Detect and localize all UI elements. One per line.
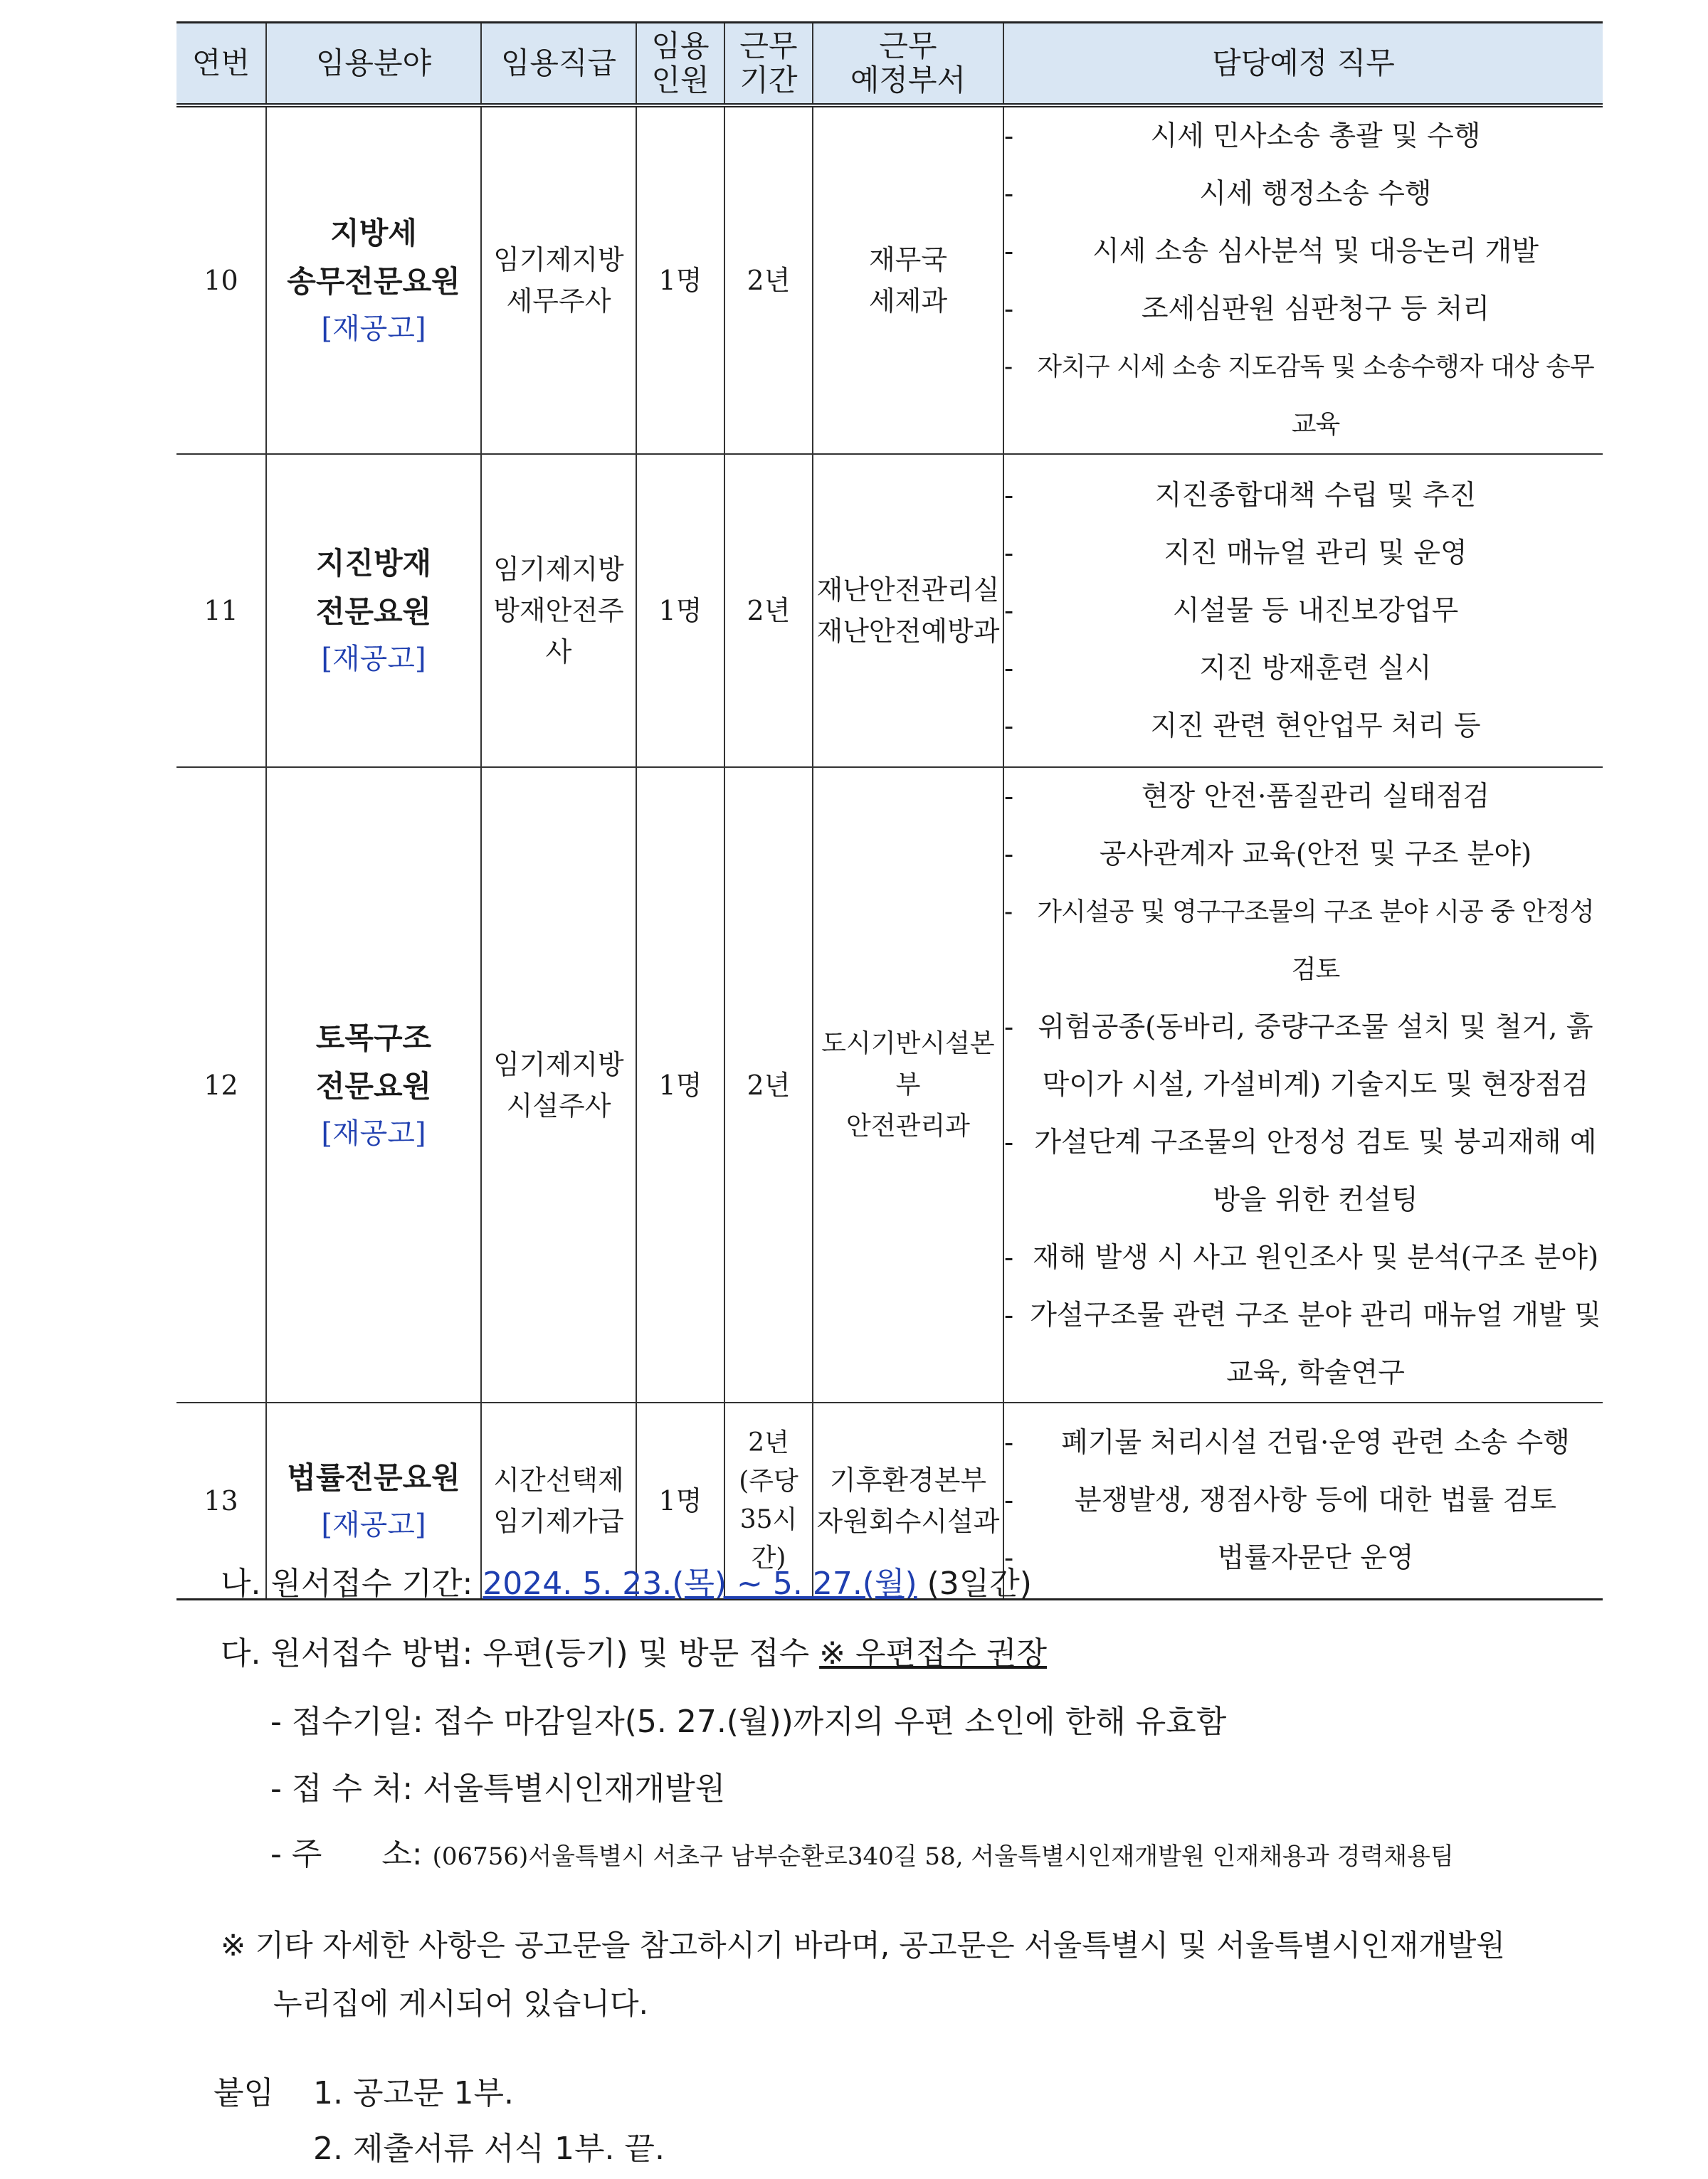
cell-dept: 재난안전관리실 재난안전예방과 xyxy=(813,454,1003,767)
table-row xyxy=(176,767,1603,1403)
etc-note-line2: 누리집에 게시되어 있습니다. xyxy=(273,1986,648,2021)
duty-item: - 가시설공 및 영구구조물의 구조 분야 시공 중 안정성 검토 xyxy=(1004,883,1603,998)
duty-item: - 지진 매뉴얼 관리 및 운영 xyxy=(1004,524,1603,582)
duty-item: - 지진종합대책 수립 및 추진 xyxy=(1004,467,1603,524)
address-label: - 주 소: xyxy=(270,1836,433,1872)
repost-badge: [재공고] xyxy=(321,1508,426,1541)
application-method xyxy=(221,1632,1047,1675)
repost-badge: [재공고] xyxy=(321,643,426,675)
header-duties: 담당예정 직무 xyxy=(1003,23,1603,106)
cell-duties xyxy=(1003,454,1603,767)
recruitment-table xyxy=(176,21,1603,1600)
duty-item: - 시세 민사소송 총괄 및 수행 xyxy=(1004,107,1603,165)
header-field: 임용분야 xyxy=(266,23,481,106)
cell-grade: 임기제지방 시설주사 xyxy=(481,767,636,1403)
cell-no: 12 xyxy=(176,767,266,1403)
duty-item: - 현장 안전·품질관리 실태점검 xyxy=(1004,768,1603,825)
address-line xyxy=(270,1833,1454,1878)
header-period: 근무 기간 xyxy=(724,23,813,106)
place-line: - 접 수 처: 서울특별시인재개발원 xyxy=(270,1771,726,1807)
cell-field xyxy=(266,105,481,454)
cell-grade: 임기제지방 방재안전주사 xyxy=(481,454,636,767)
period-value: 2024. 5. 23.(목) ~ 5. 27.(월) xyxy=(483,1566,917,1602)
deadline-line: - 접수기일: 접수 마감일자(5. 27.(월))까지의 우편 소인에 한해 유효함 xyxy=(270,1704,1227,1740)
field-name: 지진방재 전문요원 xyxy=(315,546,432,629)
header-grade: 임용직급 xyxy=(481,23,636,106)
duty-item: - 조세심판원 심판청구 등 처리 xyxy=(1004,280,1603,338)
duty-item: - 시설물 등 내진보강업무 xyxy=(1004,582,1603,640)
period-suffix: (3일간) xyxy=(917,1566,1032,1602)
duty-item: - 재해 발생 시 사고 원인조사 및 분석(구조 분야) xyxy=(1004,1229,1603,1287)
cell-field xyxy=(266,1403,481,1599)
duty-item: - 위험공종(동바리, 중량구조물 설치 및 철거, 흙막이가 시설, 가설비계) 기술지도 및 현장점검 xyxy=(1004,998,1603,1114)
cell-field xyxy=(266,767,481,1403)
cell-count: 1명 xyxy=(636,105,724,454)
cell-field xyxy=(266,454,481,767)
duty-item: - 폐기물 처리시설 건립·운영 관련 소송 수행 xyxy=(1004,1414,1603,1472)
cell-no: 11 xyxy=(176,454,266,767)
duty-item: - 자치구 시세 소송 지도감독 및 소송수행자 대상 송무교육 xyxy=(1004,338,1603,453)
table-row xyxy=(176,454,1603,767)
period-label: 나. 원서접수 기간: xyxy=(221,1566,483,1602)
cell-period: 2년 (주당 35시간) xyxy=(724,1403,813,1599)
field-name: 토목구조 전문요원 xyxy=(315,1020,432,1104)
duty-item: - 법률자문단 운영 xyxy=(1004,1529,1603,1587)
duty-item: - 분쟁발생, 쟁점사항 등에 대한 법률 검토 xyxy=(1004,1472,1603,1529)
attachment-item-2: 2. 제출서류 서식 1부. 끝. xyxy=(313,2131,665,2167)
table-row xyxy=(176,105,1603,454)
header-count: 임용 인원 xyxy=(636,23,724,106)
cell-period: 2년 xyxy=(724,454,813,767)
table-header-row xyxy=(176,23,1603,106)
etc-note-line1: ※ 기타 자세한 사항은 공고문을 참고하시기 바라며, 공고문은 서울특별시 및 서울특별시인재개발원 xyxy=(221,1928,1505,1963)
duty-item: - 공사관계자 교육(안전 및 구조 분야) xyxy=(1004,825,1603,883)
attachment-label: 붙임 xyxy=(214,2075,275,2111)
cell-grade: 임기제지방 세무주사 xyxy=(481,105,636,454)
attachment-item-1: 1. 공고문 1부. xyxy=(313,2075,514,2111)
field-name: 지방세 송무전문요원 xyxy=(287,216,460,299)
header-dept: 근무 예정부서 xyxy=(813,23,1003,106)
cell-dept: 기후환경본부 자원회수시설과 xyxy=(813,1403,1003,1599)
address-value: (06756)서울특별시 서초구 남부순환로340길 58, 서울특별시인재개발원 인재채용과 경력채용팀 xyxy=(432,1842,1454,1871)
table-row xyxy=(176,1403,1603,1599)
duty-item: - 지진 관련 현안업무 처리 등 xyxy=(1004,697,1603,755)
duty-item: - 가설구조물 관련 구조 분야 관리 매뉴얼 개발 및 교육, 학술연구 xyxy=(1004,1287,1603,1402)
cell-period: 2년 xyxy=(724,767,813,1403)
cell-duties xyxy=(1003,1403,1603,1599)
duty-list xyxy=(1004,467,1603,755)
cell-count: 1명 xyxy=(636,1403,724,1599)
cell-dept: 재무국 세제과 xyxy=(813,105,1003,454)
cell-duties xyxy=(1003,105,1603,454)
cell-period: 2년 xyxy=(724,105,813,454)
method-label: 다. 원서접수 방법: 우편(등기) 및 방문 접수 xyxy=(221,1635,820,1672)
field-name: 법률전문요원 xyxy=(287,1460,460,1495)
repost-badge: [재공고] xyxy=(321,1117,426,1150)
cell-no: 13 xyxy=(176,1403,266,1599)
duty-item: - 지진 방재훈련 실시 xyxy=(1004,640,1603,697)
cell-no: 10 xyxy=(176,105,266,454)
duty-item: - 시세 소송 심사분석 및 대응논리 개발 xyxy=(1004,223,1603,280)
method-note: ※ 우편접수 권장 xyxy=(819,1635,1047,1672)
cell-duties xyxy=(1003,767,1603,1403)
cell-grade: 시간선택제 임기제가급 xyxy=(481,1403,636,1599)
cell-count: 1명 xyxy=(636,454,724,767)
duty-item: - 가설단계 구조물의 안정성 검토 및 붕괴재해 예방을 위한 컨설팅 xyxy=(1004,1114,1603,1229)
duty-list xyxy=(1004,107,1603,453)
duty-list xyxy=(1004,768,1603,1402)
cell-count: 1명 xyxy=(636,767,724,1403)
duty-item: - 시세 행정소송 수행 xyxy=(1004,165,1603,223)
duty-list xyxy=(1004,1414,1603,1587)
header-no: 연번 xyxy=(176,23,266,106)
repost-badge: [재공고] xyxy=(321,312,426,345)
cell-dept: 도시기반시설본부 안전관리과 xyxy=(813,767,1003,1403)
